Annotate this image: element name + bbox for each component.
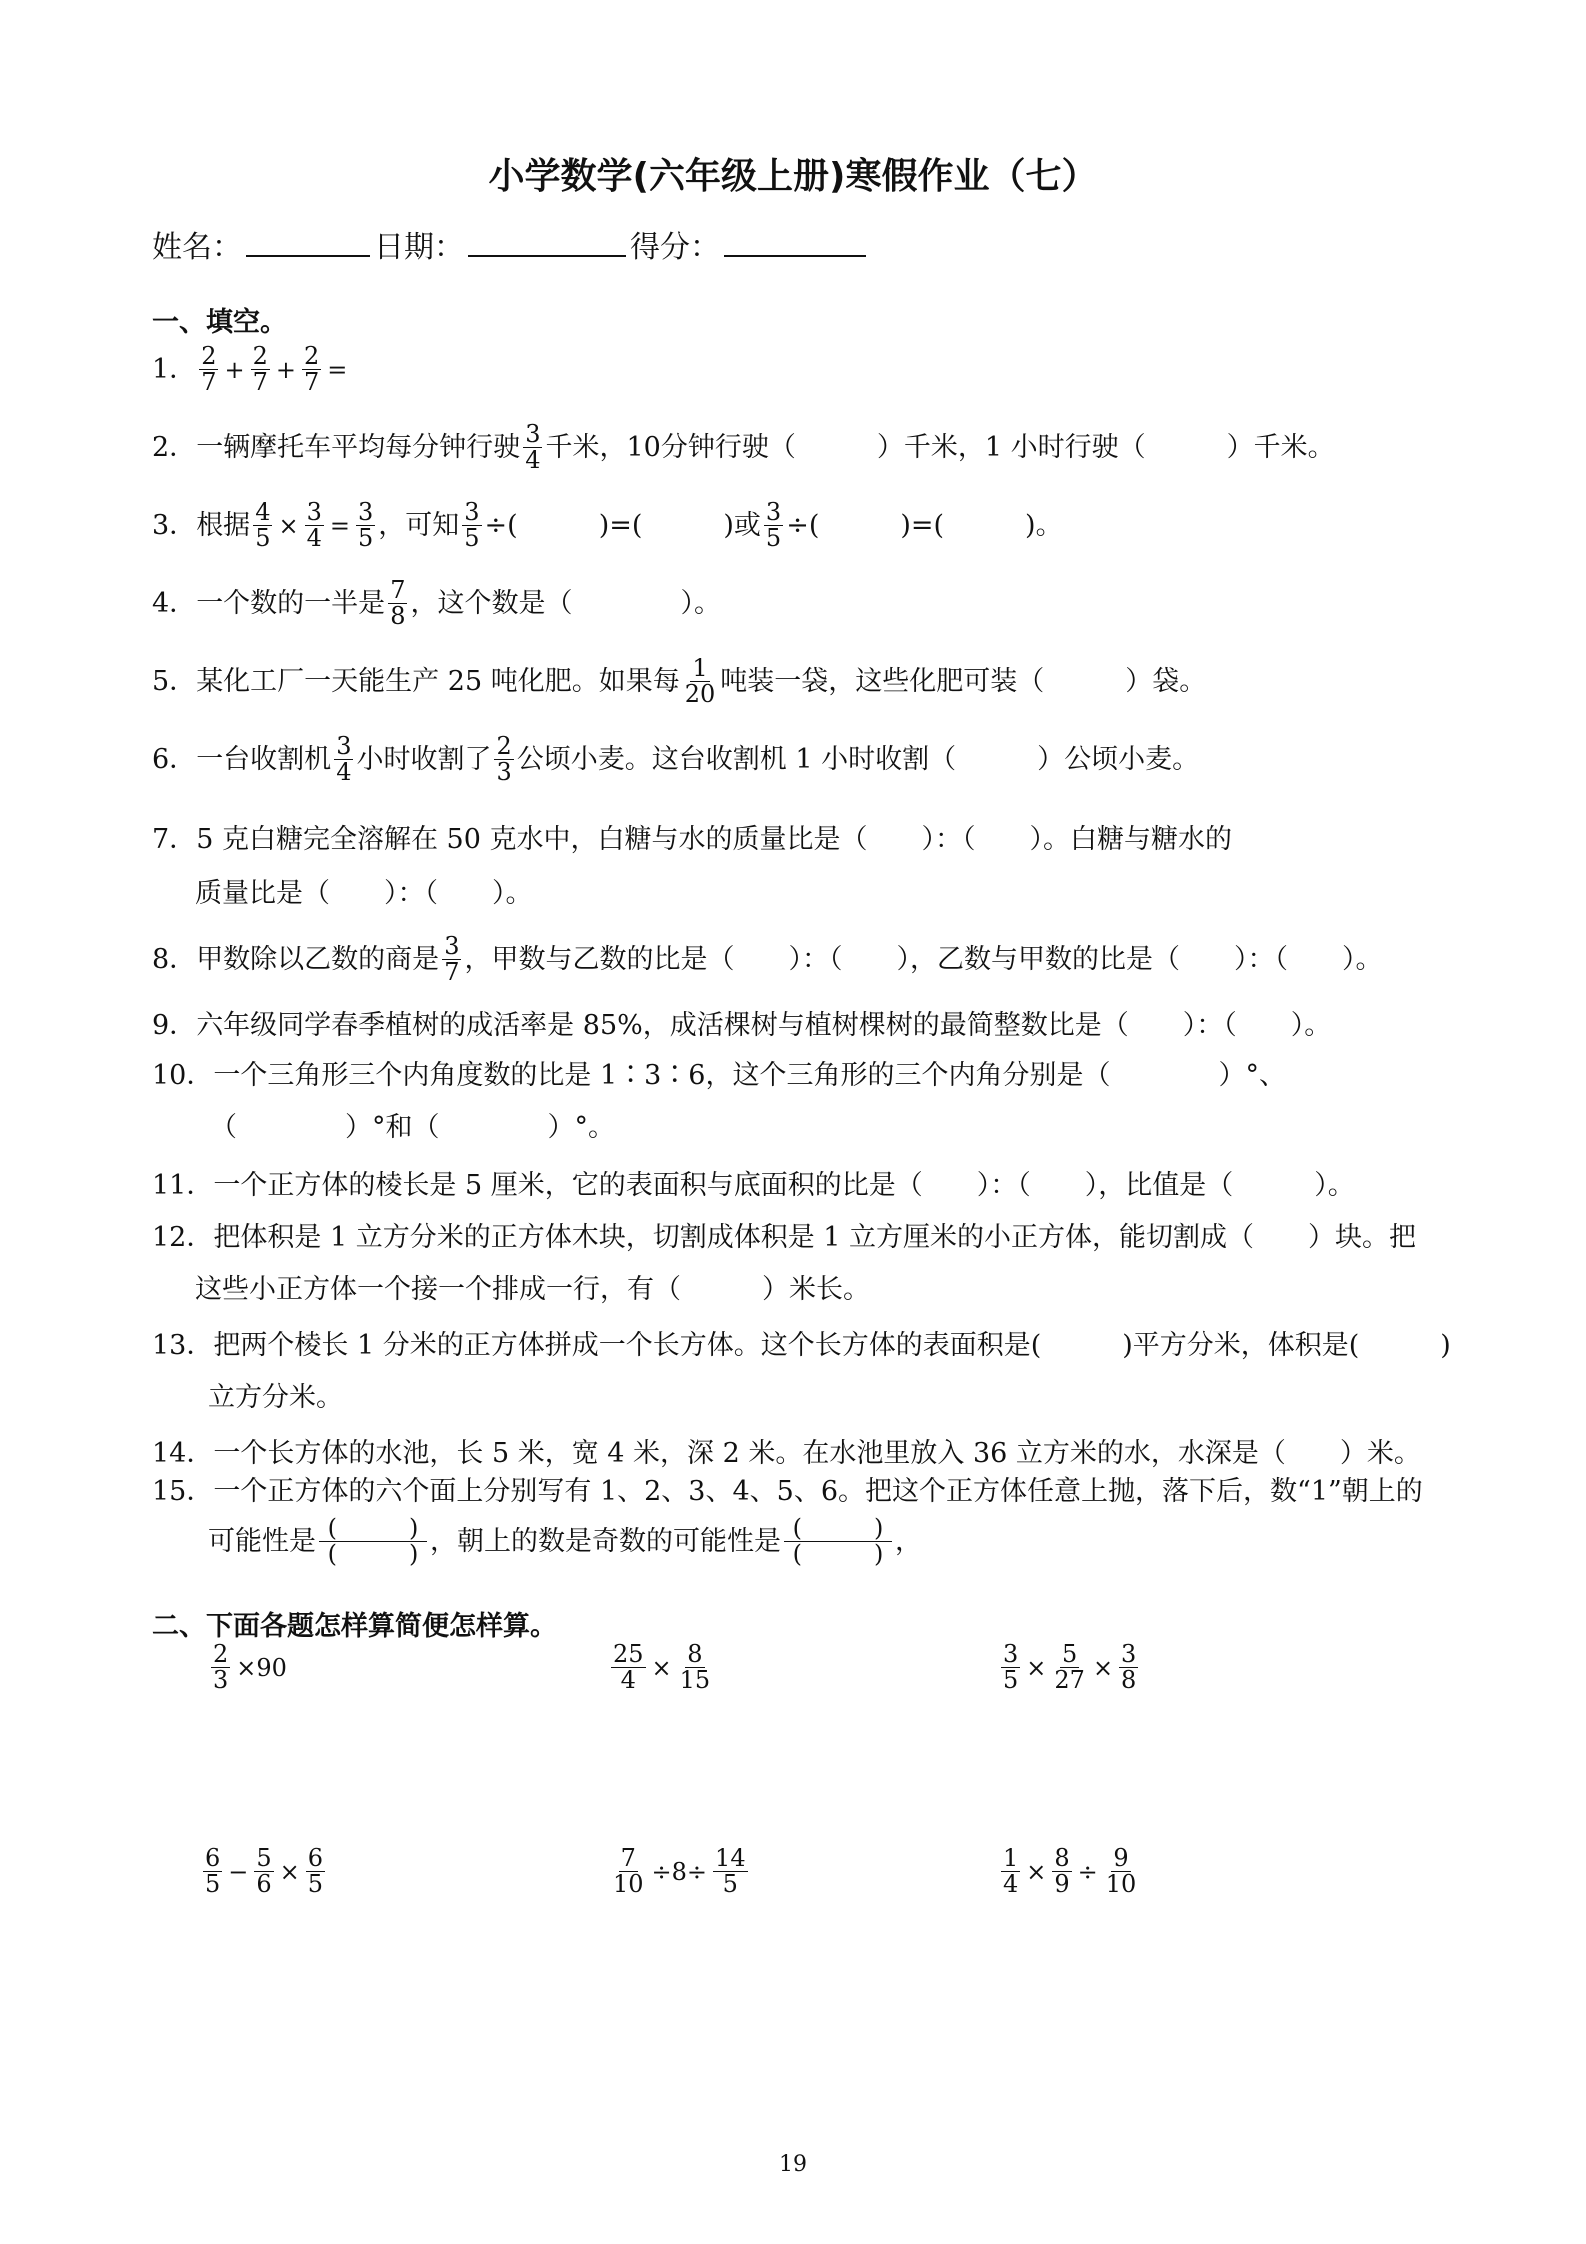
fraction: $\frac{2}{7}$ xyxy=(252,342,268,397)
fraction: $\frac{7}{10}$ xyxy=(613,1844,644,1899)
date-label: 日期： xyxy=(374,230,464,265)
question-number: 14． xyxy=(152,1438,214,1469)
name-label: 姓名： xyxy=(152,230,242,265)
question-12-line-2: 这些小正方体一个接一个排成一行，有（ ）米长。 xyxy=(195,1274,870,1305)
question-number: 7． xyxy=(152,824,197,855)
student-info-line xyxy=(152,222,870,266)
fraction: $\frac{3}{8}$ xyxy=(1121,1640,1137,1695)
question-9: 9． 六年级同学春季植树的成活率是 85%，成活棵树与植树棵树的最简整数比是（ ）：（ ）。 xyxy=(152,1010,1332,1041)
question-number: 9． xyxy=(152,1010,197,1041)
fraction: $\frac{3}{7}$ xyxy=(444,932,460,987)
question-13-line-2: 立方分米。 xyxy=(208,1382,343,1413)
fraction: $\frac{3}{5}$ xyxy=(464,498,480,553)
fraction: $\frac{5}{27}$ xyxy=(1054,1640,1085,1695)
answer-fraction-blank[interactable]: $\frac{( )}{( )}$ xyxy=(319,1516,427,1567)
section-fill-in-heading: 一、填空。 xyxy=(152,307,287,338)
page-title: 小学数学(六年级上册)寒假作业（七） xyxy=(488,156,1098,197)
question-2: 2． 一辆摩托车平均每分钟行驶 $\frac{3}{4}$ 千米，10分钟行驶（ ）千米，1 小时行驶（ ）千米。 xyxy=(152,420,1335,475)
fraction: $\frac{1}{4}$ xyxy=(1003,1844,1019,1899)
fraction: $\frac{3}{5}$ xyxy=(765,498,782,553)
question-7: 7． 5 克白糖完全溶解在 50 克水中，白糖与水的质量比是（ ）：（ ）。白糖与糖水的 xyxy=(152,824,1232,855)
fraction: $\frac{7}{8}$ xyxy=(390,576,406,631)
question-number: 15． xyxy=(152,1476,214,1507)
fraction: $\frac{2}{7}$ xyxy=(303,342,320,397)
fraction: $\frac{2}{3}$ xyxy=(496,732,512,787)
question-number: 12． xyxy=(152,1222,214,1253)
answer-fraction-blank[interactable]: $\frac{( )}{( )}$ xyxy=(784,1516,892,1567)
question-number: 13． xyxy=(152,1330,214,1361)
question-15: 15． 一个正方体的六个面上分别写有 1、2、3、4、5、6。把这个正方体任意上抛，落下后，数“1”朝上的 xyxy=(152,1476,1423,1507)
question-number: 6． xyxy=(152,744,197,776)
question-number: 3． xyxy=(152,510,197,542)
calculation-1: $\frac{2}{3}$ ×90 xyxy=(213,1640,287,1695)
fraction: $\frac{2}{3}$ xyxy=(213,1640,229,1695)
calculation-6: $\frac{1}{4}$ × $\frac{8}{9}$ ÷ $\frac{9}{10}$ xyxy=(1003,1844,1137,1899)
fraction: $\frac{8}{9}$ xyxy=(1054,1844,1070,1899)
fraction: $\frac{4}{5}$ xyxy=(255,498,271,553)
fraction: $\frac{9}{10}$ xyxy=(1105,1844,1137,1899)
question-8: 8． 甲数除以乙数的商是 $\frac{3}{7}$ ，甲数与乙数的比是（ ）：（ ），乙数与甲数的比是（ ）：（ ）。 xyxy=(152,932,1383,987)
question-number: 10． xyxy=(152,1060,214,1091)
date-blank[interactable] xyxy=(468,225,626,257)
fraction: $\frac{3}{4}$ xyxy=(336,732,352,787)
question-7-line-2: 质量比是（ ）：（ ）。 xyxy=(195,878,533,909)
question-number: 1． xyxy=(152,354,197,386)
question-3: 3． 根据 $\frac{4}{5}$ × $\frac{3}{4}$ = $\frac{3}{5}$ ，可知 $\frac{3}{5}$ ÷( )=( )或 $\frac{3}{5}$ ÷( )=( )。 xyxy=(152,498,1063,553)
fraction: $\frac{8}{15}$ xyxy=(679,1640,711,1695)
question-number: 2． xyxy=(152,432,197,464)
score-blank[interactable] xyxy=(724,225,866,257)
calculation-4: $\frac{6}{5}$ − $\frac{5}{6}$ × $\frac{6}{5}$ xyxy=(205,1844,324,1899)
page-number: 19 xyxy=(779,2152,807,2177)
fraction: $\frac{3}{4}$ xyxy=(306,498,322,553)
fraction: $\frac{3}{4}$ xyxy=(525,420,541,475)
calculation-2: $\frac{25}{4}$ × $\frac{8}{15}$ xyxy=(613,1640,711,1695)
question-10: 10． 一个三角形三个内角度数的比是 1∶3∶6，这个三角形的三个内角分别是（ ）°、 xyxy=(152,1060,1286,1091)
question-13: 13． 把两个棱长 1 分米的正方体拼成一个长方体。这个长方体的表面积是( )平方分米，体积是( ) xyxy=(152,1330,1451,1361)
section-calculation-heading: 二、下面各题怎样算简便怎样算。 xyxy=(152,1611,557,1642)
question-number: 4． xyxy=(152,588,197,620)
question-number: 11． xyxy=(152,1170,214,1201)
question-15-line-2: 可能性是 $\frac{( )}{( )}$ ，朝上的数是奇数的可能性是 $\frac{( )}{( )}$ ， xyxy=(208,1514,922,1569)
calculation-5: $\frac{7}{10}$ ÷8÷ $\frac{14}{5}$ xyxy=(613,1844,746,1899)
question-1: 1． $\frac{2}{7}$ + $\frac{2}{7}$ + $\frac{2}{7}$ = xyxy=(152,342,348,397)
fraction: $\frac{6}{5}$ xyxy=(205,1844,221,1899)
name-blank[interactable] xyxy=(246,225,370,257)
question-11: 11． 一个正方体的棱长是 5 厘米，它的表面积与底面积的比是（ ）：（ ），比值是（ ）。 xyxy=(152,1170,1355,1201)
score-label: 得分： xyxy=(630,230,720,265)
fraction: $\frac{14}{5}$ xyxy=(715,1844,746,1899)
fraction: $\frac{3}{5}$ xyxy=(357,498,374,553)
fraction: $\frac{2}{7}$ xyxy=(201,342,217,397)
fraction: $\frac{5}{6}$ xyxy=(256,1844,272,1899)
calculation-3: $\frac{3}{5}$ × $\frac{5}{27}$ × $\frac{3}{8}$ xyxy=(1003,1640,1137,1695)
question-5: 5． 某化工厂一天能生产 25 吨化肥。如果每 $\frac{1}{20}$ 吨装一袋，这些化肥可装（ ）袋。 xyxy=(152,654,1207,709)
question-number: 5． xyxy=(152,666,197,698)
question-number: 8． xyxy=(152,944,197,976)
question-4: 4． 一个数的一半是 $\frac{7}{8}$ ，这个数是（ ）。 xyxy=(152,576,721,631)
question-10-line-2: （ ）°和（ ）°。 xyxy=(210,1112,615,1143)
fraction: $\frac{6}{5}$ xyxy=(307,1844,324,1899)
question-12: 12． 把体积是 1 立方分米的正方体木块，切割成体积是 1 立方厘米的小正方体，能切割成（ ）块。把 xyxy=(152,1222,1417,1253)
fraction: $\frac{3}{5}$ xyxy=(1003,1640,1019,1695)
fraction: $\frac{1}{20}$ xyxy=(684,654,716,709)
question-6: 6． 一台收割机 $\frac{3}{4}$ 小时收割了 $\frac{2}{3}$ 公顷小麦。这台收割机 1 小时收割（ ）公顷小麦。 xyxy=(152,732,1200,787)
question-14: 14． 一个长方体的水池，长 5 米，宽 4 米，深 2 米。在水池里放入 36 立方米的水，水深是（ ）米。 xyxy=(152,1438,1421,1469)
fraction: $\frac{25}{4}$ xyxy=(613,1640,644,1695)
